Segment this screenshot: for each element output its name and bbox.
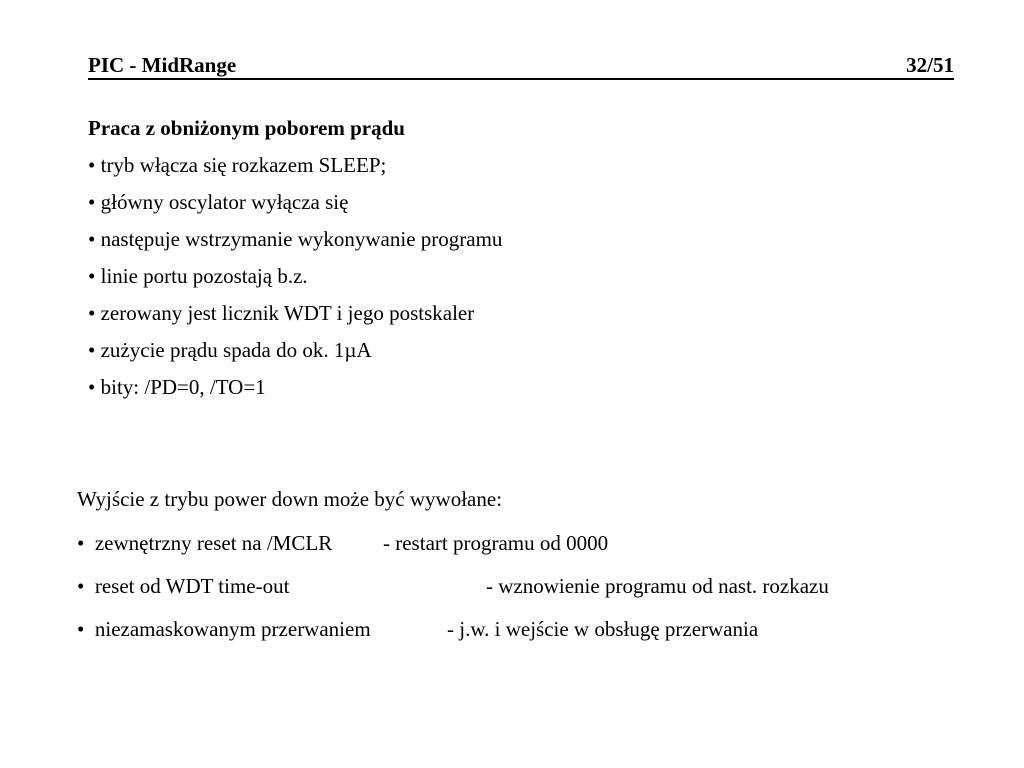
exit-cause: zewnętrzny reset na /MCLR <box>94 531 333 555</box>
exit-condition-item <box>77 530 609 573</box>
bullet-item: • zużycie prądu spada do ok. 1µA <box>88 337 502 374</box>
bullet-item: • bity: /PD=0, /TO=1 <box>88 374 502 411</box>
sleep-mode-bullet-list <box>88 152 502 411</box>
slide-title: PIC - MidRange <box>88 53 237 77</box>
exit-cause: niezamaskowanym przerwaniem <box>94 617 371 641</box>
exit-effect: - restart programu od 0000 <box>383 531 609 555</box>
bullet-item: • linie portu pozostają b.z. <box>88 263 502 300</box>
exit-effect: - wznowienie programu od nast. rozkazu <box>486 574 829 598</box>
page-number: 32/51 <box>906 53 954 77</box>
section-heading: Praca z obniżonym poborem prądu <box>88 116 405 140</box>
exit-effect: - j.w. i wejście w obsługę przerwania <box>447 617 759 641</box>
bullet-item: • tryb włącza się rozkazem SLEEP; <box>88 152 502 189</box>
exit-conditions-list <box>77 530 829 659</box>
exit-cause: reset od WDT time-out <box>94 574 290 598</box>
exit-condition-item <box>77 616 759 659</box>
slide-header <box>88 52 954 80</box>
bullet-item: • następuje wstrzymanie wykonywanie programu <box>88 226 502 263</box>
bullet-item: • zerowany jest licznik WDT i jego postskaler <box>88 300 502 337</box>
bullet-item: • główny oscylator wyłącza się <box>88 189 502 226</box>
exit-condition-item <box>77 573 829 616</box>
exit-intro-text: Wyjście z trybu power down może być wywołane: <box>77 487 503 511</box>
